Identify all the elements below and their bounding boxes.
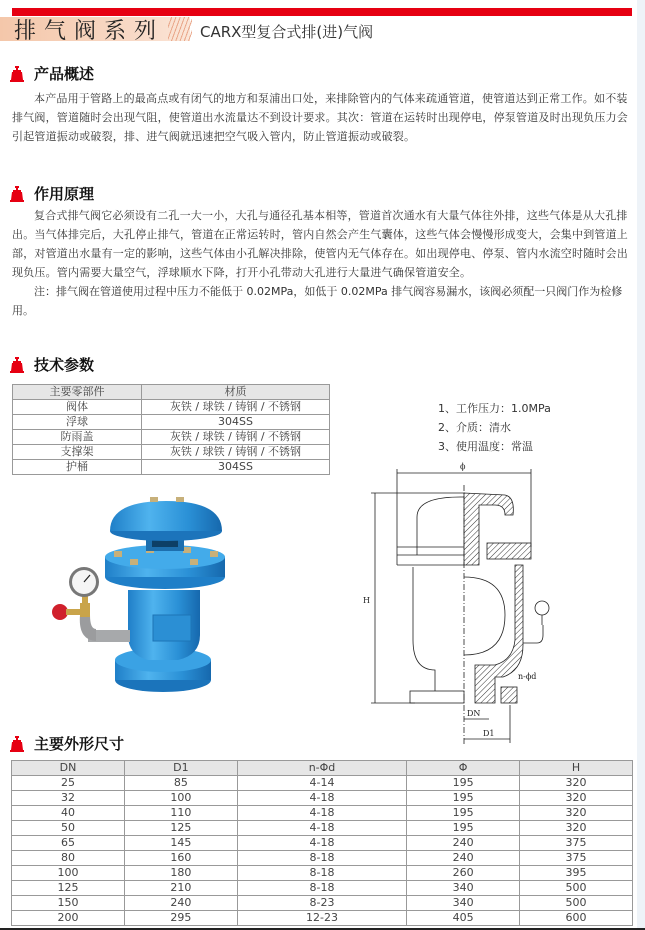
table-row [12, 911, 633, 926]
column-header: H [520, 761, 633, 776]
cross-section-drawing [355, 455, 555, 745]
dimensions-table [11, 760, 633, 926]
table-cell: 80 [12, 851, 125, 866]
overview-paragraph: 本产品用于管路上的最高点或有闭气的地方和泵浦出口处，来排除管内的气体来疏通管道，使管道达到正常工作。如不装排气阀，管道随时会出现气阻，使管道出水流量达不到设计要求。其次：管道在运转时出现停电，停泵管道及时出现负压力会引起管道振动或破裂，排、进气阀就迅速把空气吸入管内，防止管道振动或破裂。 [12, 92, 628, 143]
table-cell: 125 [12, 881, 125, 896]
table-cell: 40 [12, 806, 125, 821]
phi-label: ϕ [460, 462, 466, 471]
table-row [12, 836, 633, 851]
table-cell: 405 [407, 911, 520, 926]
table-row [12, 866, 633, 881]
table-cell: 500 [520, 896, 633, 911]
table-cell: 护桶 [13, 460, 142, 475]
table-cell: 浮球 [13, 415, 142, 430]
table-cell: 4-18 [237, 791, 406, 806]
table-cell: 32 [12, 791, 125, 806]
table-cell: 4-18 [237, 806, 406, 821]
series-title: 排气阀系列 [14, 19, 165, 44]
spec-list [438, 399, 551, 456]
table-cell: 320 [520, 776, 633, 791]
table-cell: 145 [124, 836, 237, 851]
table-cell: 195 [407, 776, 520, 791]
section-heading-tech [10, 354, 94, 375]
valve-icon [10, 357, 24, 373]
spec-item: 2、介质：清水 [438, 421, 511, 434]
table-cell: 395 [520, 866, 633, 881]
table-row [12, 896, 633, 911]
table-row [12, 776, 633, 791]
table-cell: 320 [520, 806, 633, 821]
table-cell: 125 [124, 821, 237, 836]
section-title: 技术参数 [34, 356, 95, 374]
table-cell: 150 [12, 896, 125, 911]
svg-text:D1: D1 [483, 729, 495, 738]
table-cell: 8-18 [237, 881, 406, 896]
table-cell: 304SS [142, 415, 330, 430]
table-cell: 灰铁 / 球铁 / 铸钢 / 不锈钢 [142, 445, 330, 460]
table-row [12, 806, 633, 821]
product-subtitle: CARX型复合式排(进)气阀 [200, 23, 374, 41]
table-cell: 110 [124, 806, 237, 821]
table-cell: 320 [520, 791, 633, 806]
table-cell: 8-18 [237, 866, 406, 881]
table-cell: 195 [407, 791, 520, 806]
table-cell: 支撑架 [13, 445, 142, 460]
section-heading-principle [10, 183, 94, 204]
table-cell: 200 [12, 911, 125, 926]
table-row [13, 415, 330, 430]
principle-note: 注：排气阀在管道使用过程中压力不能低于 0.02MPa，如低于 0.02MPa 排气阀容易漏水，该阀必须配一只阀门作为检修用。 [12, 285, 623, 317]
table-cell: 304SS [142, 460, 330, 475]
table-cell: 320 [520, 821, 633, 836]
table-row [13, 430, 330, 445]
table-cell: 4-18 [237, 821, 406, 836]
table-cell: 210 [124, 881, 237, 896]
table-cell: 12-23 [237, 911, 406, 926]
table-cell: 295 [124, 911, 237, 926]
valve-icon [10, 186, 24, 202]
table-cell: 375 [520, 851, 633, 866]
valve-icon [10, 66, 24, 82]
section-heading-dimensions [10, 733, 124, 754]
table-cell: 灰铁 / 球铁 / 铸钢 / 不锈钢 [142, 400, 330, 415]
table-row [12, 791, 633, 806]
table-cell: 240 [407, 851, 520, 866]
table-cell: 375 [520, 836, 633, 851]
table-cell: 260 [407, 866, 520, 881]
table-cell: 160 [124, 851, 237, 866]
table-cell: 195 [407, 806, 520, 821]
table-row [13, 460, 330, 475]
table-cell: 8-18 [237, 851, 406, 866]
table-row [12, 851, 633, 866]
table-cell: 85 [124, 776, 237, 791]
column-header: Φ [407, 761, 520, 776]
table-cell: 4-14 [237, 776, 406, 791]
table-cell: 240 [407, 836, 520, 851]
page-edge-strip [637, 0, 645, 930]
table-cell: 600 [520, 911, 633, 926]
table-header-row [13, 385, 330, 400]
table-cell: 灰铁 / 球铁 / 铸钢 / 不锈钢 [142, 430, 330, 445]
table-cell: 防雨盖 [13, 430, 142, 445]
parts-material-table [12, 384, 330, 475]
table-row [13, 400, 330, 415]
section-title: 产品概述 [34, 65, 95, 83]
table-cell: 25 [12, 776, 125, 791]
column-header: 主要零部件 [13, 385, 142, 400]
table-cell: 阀体 [13, 400, 142, 415]
column-header: D1 [124, 761, 237, 776]
svg-text:H: H [363, 596, 370, 605]
table-cell: 4-18 [237, 836, 406, 851]
section-title: 主要外形尺寸 [34, 735, 125, 753]
table-cell: 100 [124, 791, 237, 806]
section-heading-overview [10, 63, 94, 84]
table-cell: 8-23 [237, 896, 406, 911]
table-cell: 340 [407, 896, 520, 911]
section-title: 作用原理 [34, 185, 95, 203]
principle-paragraph: 复合式排气阀它必须设有二孔一大一小，大孔与通径孔基本相等，管道首次通水有大量气体往外排，这些气体是从大孔排出。当气体排完后，大孔停止排气，管道在正常运转时，管内自然会产生气囊体，这些气体会慢慢形成变大，会集中到管道上部，对管道出水量有一定的影响，这些气体由小孔解决排除，使管内无气体存在。如出现停电、停泵、管内水流空时随时会出现负压。管内需要大量空气，浮球顺水下降，打开小孔带动大孔进行大量进气确保管道安全。 [12, 209, 628, 279]
table-cell: 50 [12, 821, 125, 836]
svg-text:DN: DN [467, 709, 481, 718]
svg-text:n-ϕd: n-ϕd [518, 672, 537, 681]
column-header: 材质 [142, 385, 330, 400]
valve-icon [10, 736, 24, 752]
column-header: n-Φd [237, 761, 406, 776]
spec-item: 3、使用温度：常温 [438, 440, 533, 453]
table-row [13, 445, 330, 460]
table-row [12, 821, 633, 836]
product-photo [28, 495, 238, 700]
table-cell: 240 [124, 896, 237, 911]
table-cell: 65 [12, 836, 125, 851]
title-stripes-decoration [168, 17, 192, 41]
column-header: DN [12, 761, 125, 776]
spec-item: 1、工作压力：1.0MPa [438, 402, 551, 415]
table-row [12, 881, 633, 896]
table-cell: 180 [124, 866, 237, 881]
table-cell: 100 [12, 866, 125, 881]
table-cell: 500 [520, 881, 633, 896]
table-cell: 195 [407, 821, 520, 836]
table-cell: 340 [407, 881, 520, 896]
table-header-row [12, 761, 633, 776]
